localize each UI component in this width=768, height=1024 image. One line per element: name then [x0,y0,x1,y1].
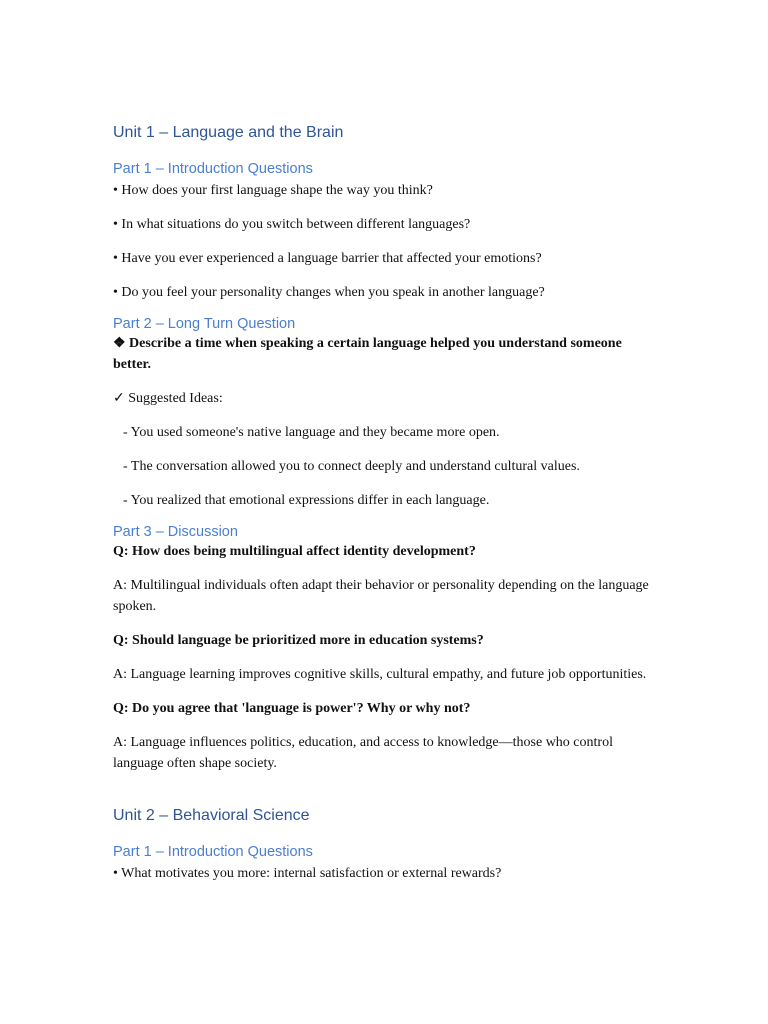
intro-question: • Do you feel your personality changes when you speak in another language? [113,285,545,300]
suggested-idea: - You used someone's native language and they became more open. [123,425,500,440]
intro-question: • How does your first language shape the way you think? [113,183,433,198]
suggested-ideas-label: ✓ Suggested Ideas: [113,391,223,406]
suggested-idea: - The conversation allowed you to connect deeply and understand cultural values. [123,459,580,474]
discussion-answer: A: Language learning improves cognitive skills, cultural empathy, and future job opportunities. [113,667,647,682]
unit-1-part-3-heading: Part 3 – Discussion [113,524,238,540]
long-turn-prompt: ❖ Describe a time when speaking a certain language helped you understand someone better. [113,336,622,372]
discussion-answer: A: Language influences politics, education, and access to knowledge—those who control language often shape society. [113,735,613,771]
discussion-question: Q: Should language be prioritized more in education systems? [113,633,484,648]
unit-2-title: Unit 2 – Behavioral Science [113,807,310,824]
intro-question: • In what situations do you switch between different languages? [113,217,471,232]
intro-question: • What motivates you more: internal satisfaction or external rewards? [113,866,502,881]
document-content [113,124,658,884]
discussion-question: Q: How does being multilingual affect identity development? [113,544,476,559]
intro-question: • Have you ever experienced a language barrier that affected your emotions? [113,251,542,266]
unit-2-part-1-heading: Part 1 – Introduction Questions [113,844,313,860]
suggested-idea: - You realized that emotional expressions differ in each language. [123,493,490,508]
discussion-question: Q: Do you agree that 'language is power'? Why or why not? [113,701,471,716]
discussion-answer: A: Multilingual individuals often adapt their behavior or personality depending on the language spoken. [113,578,649,614]
unit-1-title: Unit 1 – Language and the Brain [113,124,344,141]
unit-1-part-1-heading: Part 1 – Introduction Questions [113,161,313,177]
unit-1-part-2-heading: Part 2 – Long Turn Question [113,316,296,332]
